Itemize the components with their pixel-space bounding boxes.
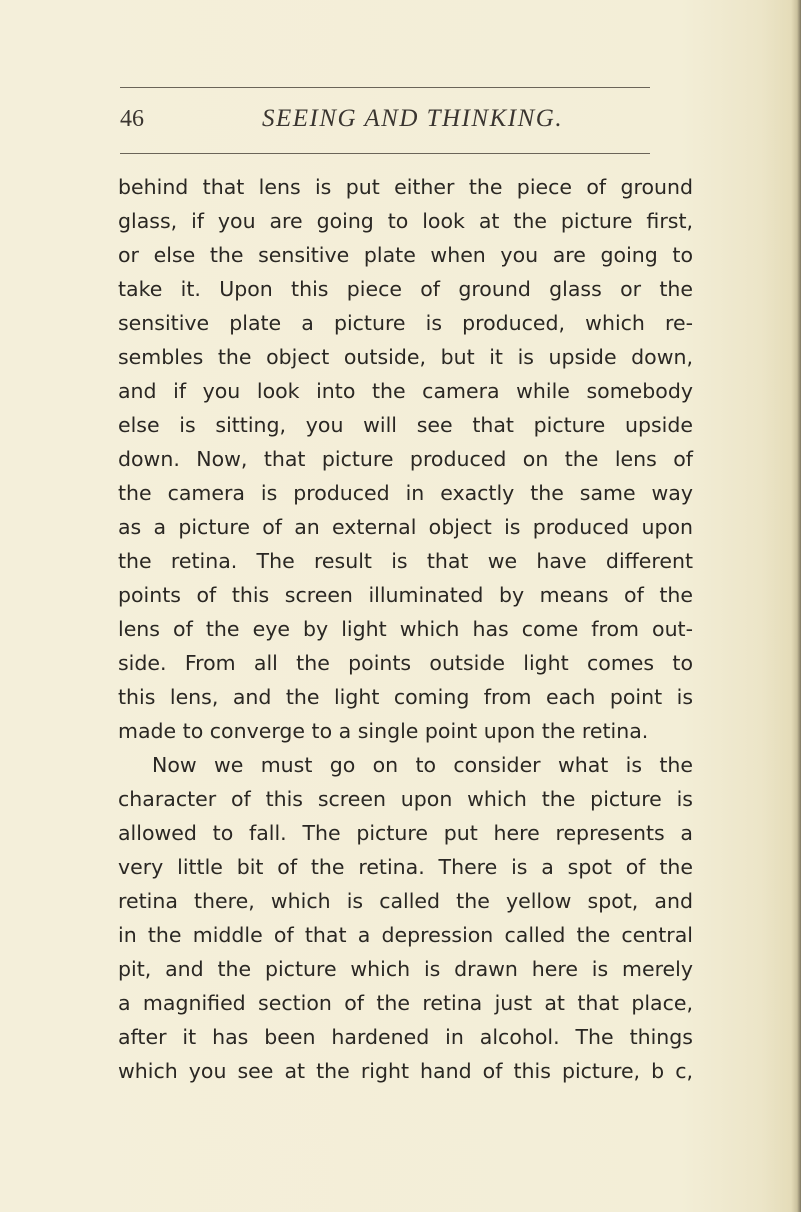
text-line: take it. Upon this piece of ground glass or the	[118, 277, 693, 301]
page-header	[120, 104, 690, 140]
text-line: lens of the eye by light which has come from out-	[118, 617, 693, 641]
text-line: in the middle of that a depression called the central	[118, 923, 693, 947]
text-line: retina there, which is called the yellow spot, and	[118, 889, 693, 913]
running-head: SEEING AND THINKING.	[262, 105, 564, 132]
text-line: sensitive plate a picture is produced, which re-	[118, 311, 693, 335]
page-edge-shadow	[791, 0, 801, 1212]
text-line: this lens, and the light coming from each point is	[118, 685, 693, 709]
text-line: character of this screen upon which the picture is	[118, 787, 693, 811]
text-line: else is sitting, you will see that picture upside	[118, 413, 693, 437]
text-line: a magnified section of the retina just at that place,	[118, 991, 693, 1015]
text-line: the camera is produced in exactly the same way	[118, 481, 693, 505]
text-line: pit, and the picture which is drawn here is merely	[118, 957, 693, 981]
text-line: and if you look into the camera while somebody	[118, 379, 693, 403]
text-line: sembles the object outside, but it is upside down,	[118, 345, 693, 369]
text-line: after it has been hardened in alcohol. The things	[118, 1025, 693, 1049]
text-line: very little bit of the retina. There is a spot of the	[118, 855, 693, 879]
header-top-rule	[120, 87, 650, 88]
text-line: allowed to fall. The picture put here represents a	[118, 821, 693, 845]
text-line: as a picture of an external object is produced upon	[118, 515, 693, 539]
text-line: which you see at the right hand of this picture, b c,	[118, 1059, 693, 1083]
text-line: down. Now, that picture produced on the lens of	[118, 447, 693, 471]
text-line: or else the sensitive plate when you are going to	[118, 243, 693, 267]
body-text	[118, 170, 693, 1088]
header-bottom-rule	[120, 153, 650, 154]
page-number: 46	[120, 106, 144, 132]
text-line: glass, if you are going to look at the picture first,	[118, 209, 693, 233]
text-line: Now we must go on to consider what is the	[152, 753, 693, 777]
text-line: the retina. The result is that we have different	[118, 549, 693, 573]
text-line: behind that lens is put either the piece of ground	[118, 175, 693, 199]
text-line: points of this screen illuminated by means of the	[118, 583, 693, 607]
text-line: made to converge to a single point upon the retina.	[118, 719, 649, 743]
text-line: side. From all the points outside light comes to	[118, 651, 693, 675]
